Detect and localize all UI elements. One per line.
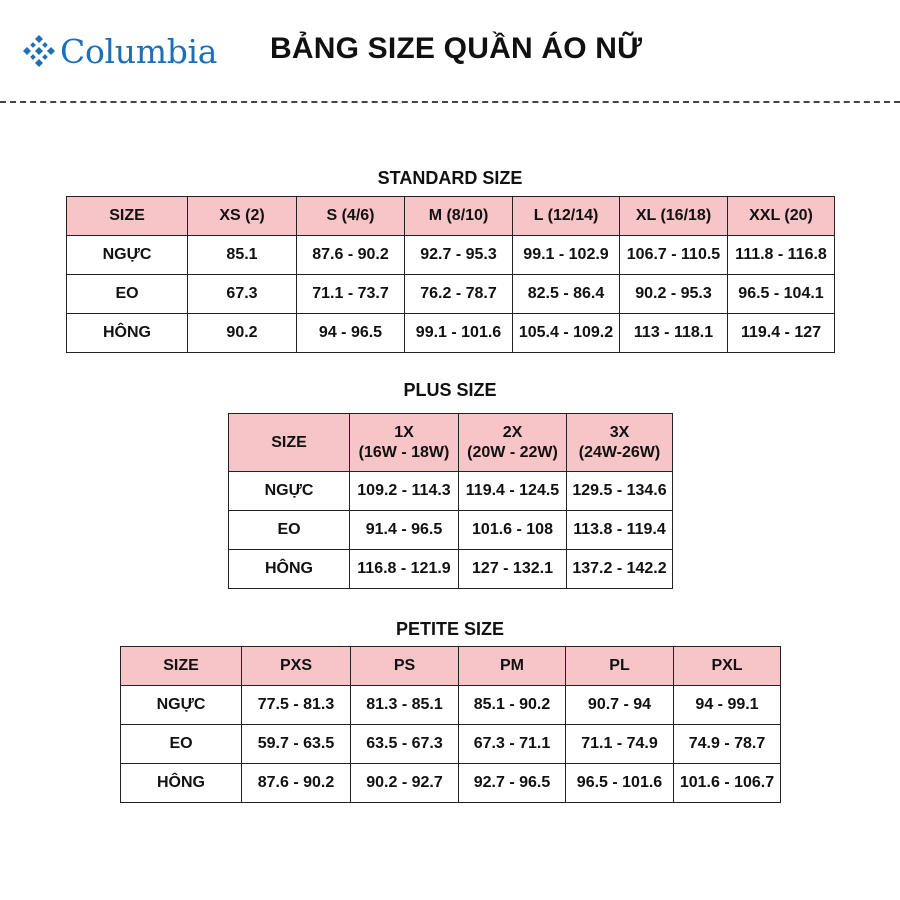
row-label: NGỰC — [229, 472, 350, 511]
standard-size-title: STANDARD SIZE — [377, 168, 523, 188]
brand-name: Columbia — [60, 31, 218, 71]
table-cell: 137.2 - 142.2 — [567, 550, 673, 589]
table-cell: 99.1 - 101.6 — [405, 314, 513, 353]
row-label: EO — [229, 511, 350, 550]
table-cell: 90.2 - 95.3 — [620, 275, 728, 314]
table-cell: 71.1 - 74.9 — [566, 725, 674, 764]
petite-size-table — [120, 646, 781, 803]
table-cell: 119.4 - 124.5 — [459, 472, 567, 511]
table-cell: 119.4 - 127 — [728, 314, 835, 353]
header-line: 1X — [394, 423, 414, 441]
table-row — [229, 511, 673, 550]
table-cell: 82.5 - 86.4 — [513, 275, 620, 314]
table-cell: 92.7 - 96.5 — [459, 764, 566, 803]
column-header — [350, 414, 459, 472]
table-row — [121, 686, 781, 725]
row-label: HÔNG — [121, 764, 242, 803]
table-cell: 113 - 118.1 — [620, 314, 728, 353]
table-cell: 127 - 132.1 — [459, 550, 567, 589]
table-cell: 67.3 — [188, 275, 297, 314]
table-cell: 109.2 - 114.3 — [350, 472, 459, 511]
table-cell: 63.5 - 67.3 — [351, 725, 459, 764]
column-header — [567, 414, 673, 472]
column-header: M (8/10) — [405, 197, 513, 236]
row-label: NGỰC — [121, 686, 242, 725]
table-cell: 71.1 - 73.7 — [297, 275, 405, 314]
column-header: S (4/6) — [297, 197, 405, 236]
table-cell: 87.6 - 90.2 — [297, 236, 405, 275]
header-line: 2X — [502, 423, 523, 441]
column-header: PXS — [242, 647, 351, 686]
table-cell: 106.7 - 110.5 — [620, 236, 728, 275]
table-cell: 67.3 - 71.1 — [459, 725, 566, 764]
column-header: PXL — [674, 647, 781, 686]
table-cell: 94 - 99.1 — [674, 686, 781, 725]
table-cell: 74.9 - 78.7 — [674, 725, 781, 764]
header-subline: (20W - 22W) — [467, 443, 558, 461]
table-cell: 76.2 - 78.7 — [405, 275, 513, 314]
divider — [0, 101, 900, 103]
row-label: HÔNG — [229, 550, 350, 589]
table-row — [229, 550, 673, 589]
column-header: PS — [351, 647, 459, 686]
table-cell: 116.8 - 121.9 — [350, 550, 459, 589]
table-cell: 90.2 — [188, 314, 297, 353]
page-title: BẢNG SIZE QUẦN ÁO NỮ — [270, 32, 643, 65]
table-cell: 111.8 - 116.8 — [728, 236, 835, 275]
column-header: SIZE — [67, 197, 188, 236]
column-header — [459, 414, 567, 472]
table-cell: 101.6 - 106.7 — [674, 764, 781, 803]
column-header: PM — [459, 647, 566, 686]
column-header: SIZE — [121, 647, 242, 686]
table-cell: 59.7 - 63.5 — [242, 725, 351, 764]
column-header: XS (2) — [188, 197, 297, 236]
table-cell: 81.3 - 85.1 — [351, 686, 459, 725]
table-header-row — [229, 414, 673, 472]
table-cell: 113.8 - 119.4 — [567, 511, 673, 550]
row-label: HÔNG — [67, 314, 188, 353]
table-cell: 92.7 - 95.3 — [405, 236, 513, 275]
page-header — [0, 0, 900, 100]
table-cell: 94 - 96.5 — [297, 314, 405, 353]
table-cell: 90.7 - 94 — [566, 686, 674, 725]
brand-logo — [22, 30, 217, 72]
table-cell: 96.5 - 104.1 — [728, 275, 835, 314]
table-row — [67, 275, 835, 314]
table-cell: 87.6 - 90.2 — [242, 764, 351, 803]
table-row — [67, 314, 835, 353]
column-header: XL (16/18) — [620, 197, 728, 236]
table-row — [229, 472, 673, 511]
plus-size-table — [228, 413, 673, 589]
table-cell: 91.4 - 96.5 — [350, 511, 459, 550]
column-header — [229, 414, 350, 472]
table-cell: 99.1 - 102.9 — [513, 236, 620, 275]
table-cell: 129.5 - 134.6 — [567, 472, 673, 511]
plus-size-title: PLUS SIZE — [403, 380, 497, 400]
table-header-row — [121, 647, 781, 686]
table-cell: 96.5 - 101.6 — [566, 764, 674, 803]
table-row — [121, 764, 781, 803]
columbia-diamond-icon — [22, 34, 56, 68]
table-row — [121, 725, 781, 764]
table-cell: 101.6 - 108 — [459, 511, 567, 550]
row-label: EO — [67, 275, 188, 314]
table-row — [67, 236, 835, 275]
header-line: SIZE — [271, 433, 307, 451]
petite-size-title: PETITE SIZE — [395, 619, 505, 639]
table-cell: 85.1 - 90.2 — [459, 686, 566, 725]
column-header: L (12/14) — [513, 197, 620, 236]
table-cell: 85.1 — [188, 236, 297, 275]
header-subline: (16W - 18W) — [358, 443, 450, 461]
table-cell: 77.5 - 81.3 — [242, 686, 351, 725]
table-cell: 105.4 - 109.2 — [513, 314, 620, 353]
header-subline: (24W-26W) — [578, 443, 661, 461]
column-header: PL — [566, 647, 674, 686]
table-cell: 90.2 - 92.7 — [351, 764, 459, 803]
column-header: XXL (20) — [728, 197, 835, 236]
standard-size-table — [66, 196, 835, 353]
header-line: 3X — [609, 423, 630, 441]
row-label: NGỰC — [67, 236, 188, 275]
table-header-row — [67, 197, 835, 236]
row-label: EO — [121, 725, 242, 764]
